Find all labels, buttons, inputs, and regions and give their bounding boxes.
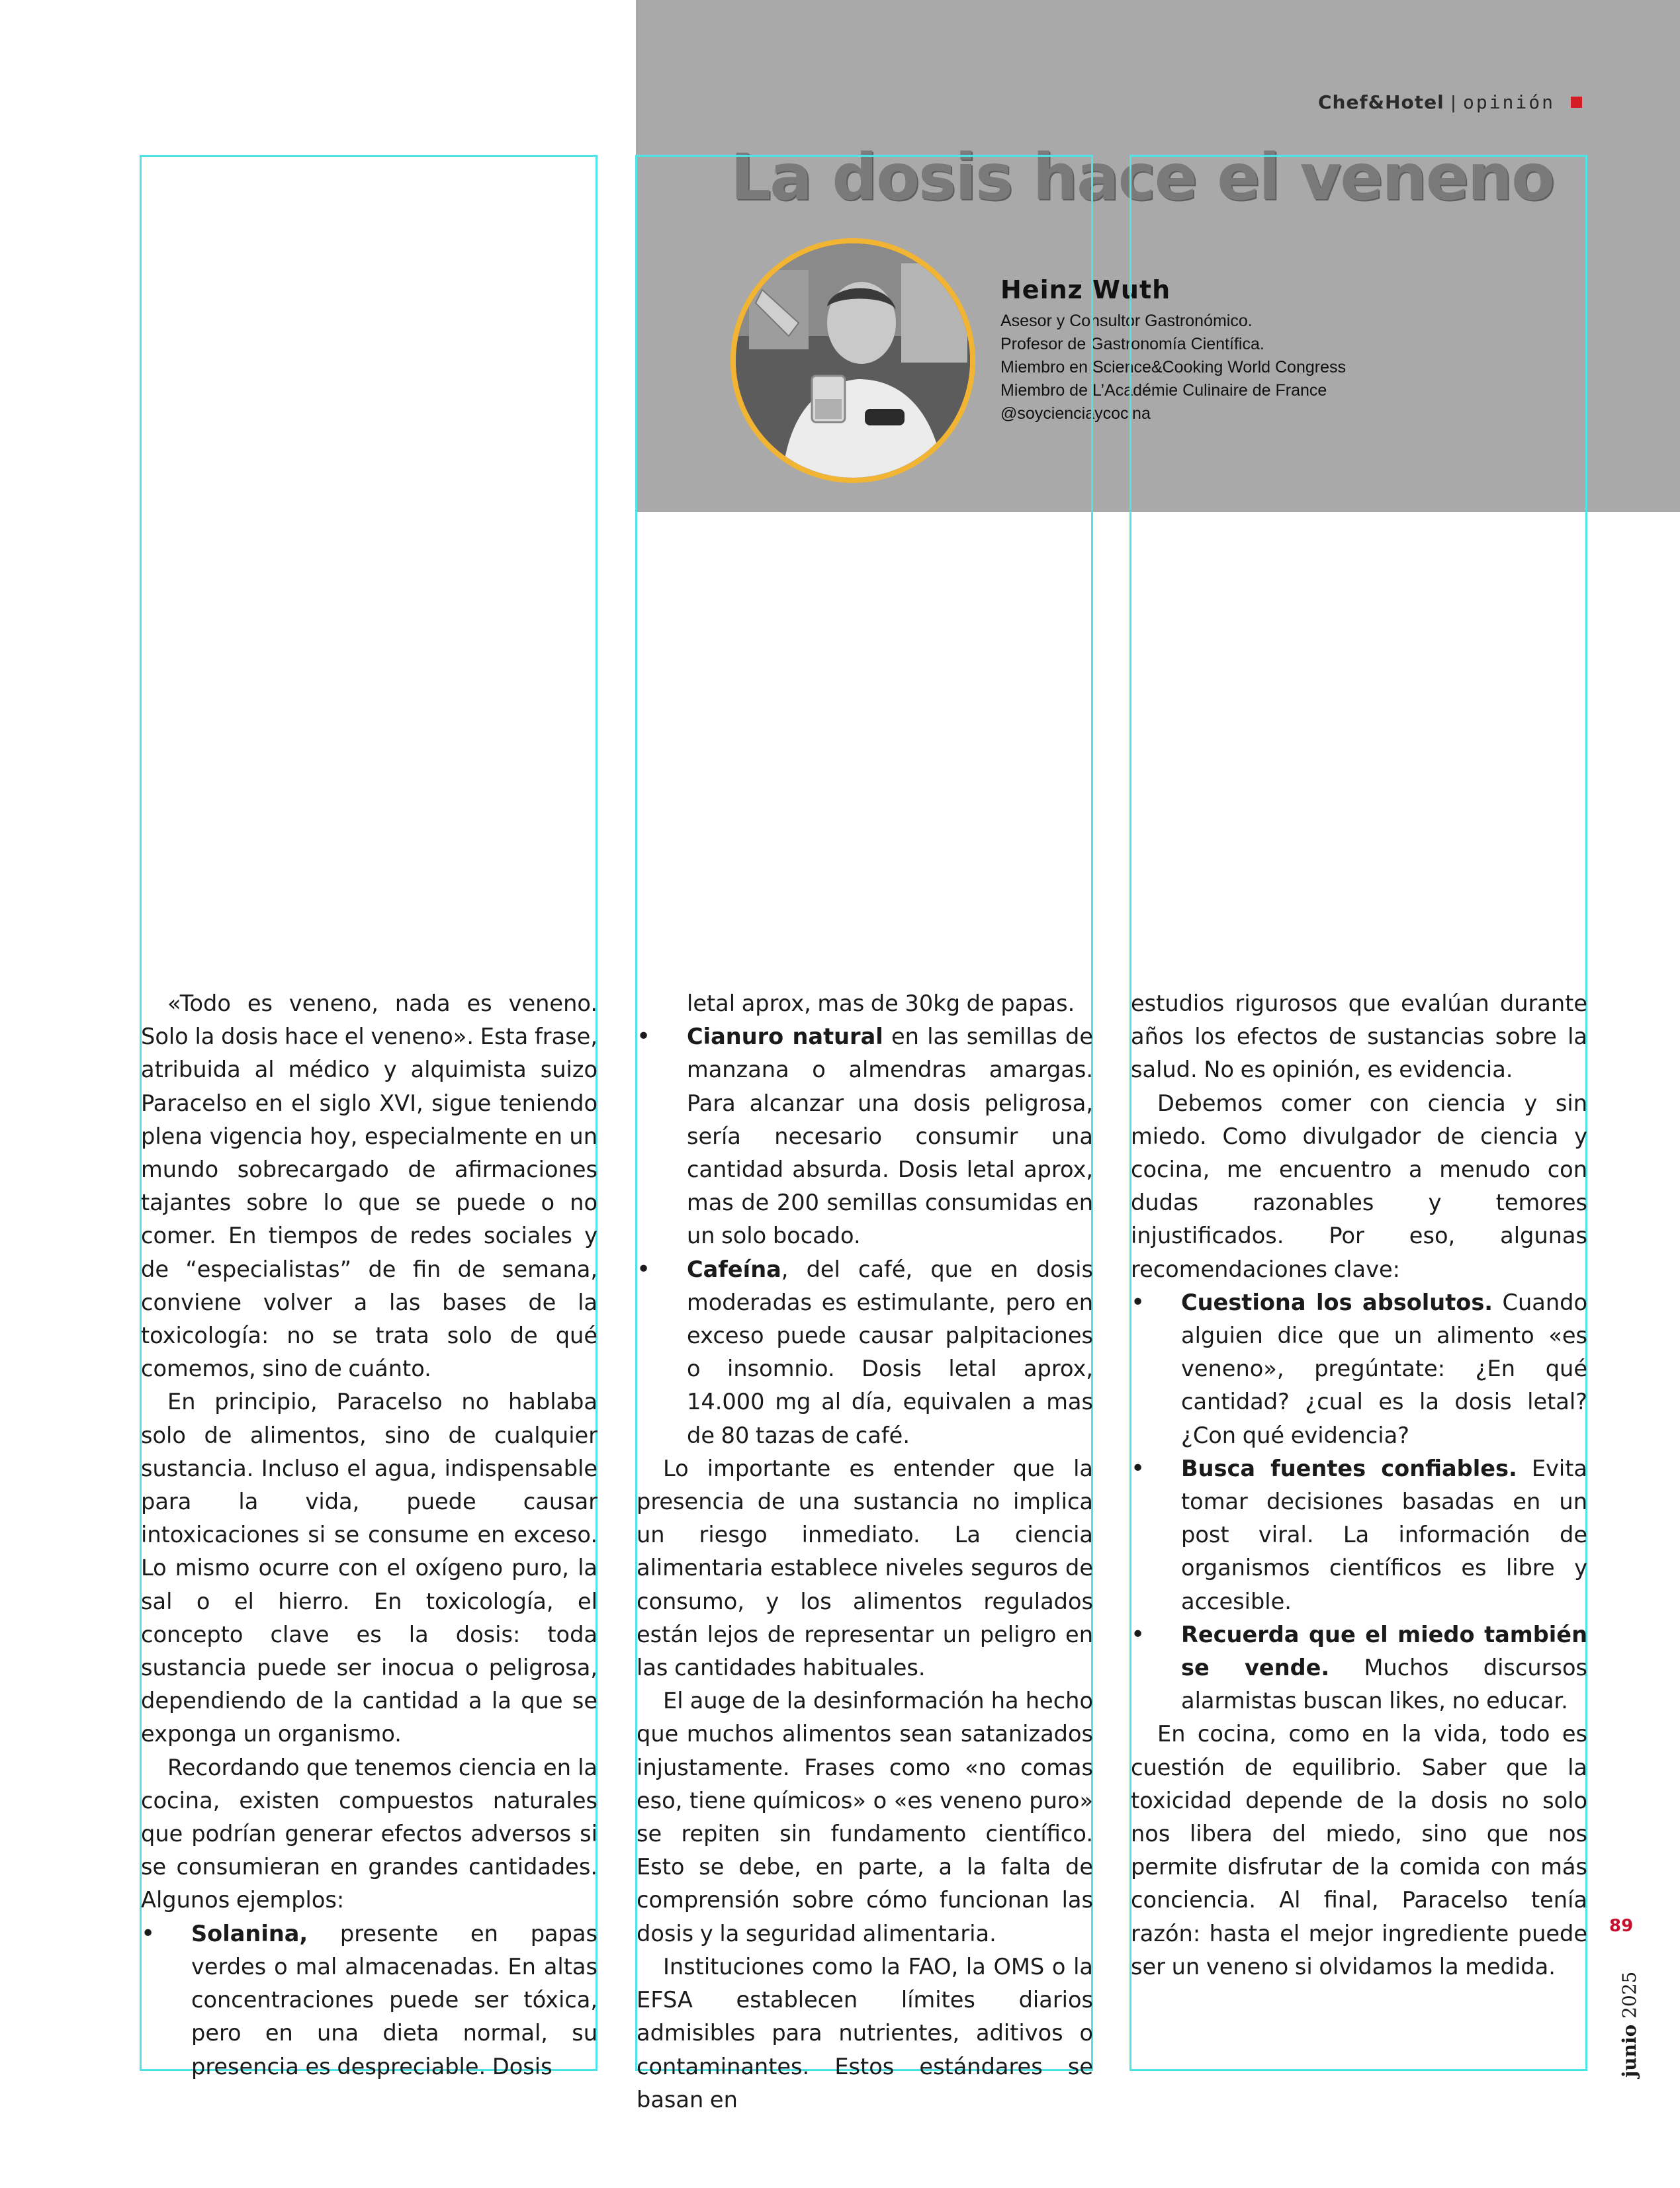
list-item xyxy=(1131,1452,1587,1618)
section-separator: | xyxy=(1450,91,1456,112)
section-tag xyxy=(1318,91,1582,113)
article-column-2 xyxy=(637,987,1093,2117)
bullet-text: en las semillas de manzana o almendras amargas. Para alcanzar una dosis peligrosa, sería necesario consumir una cantidad absurda. Dosis letal aprox, mas de 200 semillas consumidas en un solo bocado. xyxy=(687,1024,1093,1249)
author-photo-illustration xyxy=(736,243,970,478)
bullet-text: Cuando alguien dice que un alimento «es veneno», pregúntate: ¿En qué cantidad? ¿cual es la dosis letal? ¿Con qué evidencia? xyxy=(1181,1289,1587,1448)
list-item xyxy=(1131,1618,1587,1718)
bullet-list xyxy=(141,1917,597,2083)
bullet-text: letal aprox, mas de 30kg de papas. xyxy=(687,990,1075,1016)
list-item xyxy=(1131,1286,1587,1452)
paragraph: Debemos comer con ciencia y sin miedo. Como divulgador de ciencia y cocina, me encuentro a menudo con dudas razonables y temores injustificados. Por eso, algunas recomendaciones clave: xyxy=(1131,1090,1587,1282)
issue-year: 2025 xyxy=(1618,1971,1640,2019)
author-bio-line: Profesor de Gastronomía Científica. xyxy=(1000,335,1264,353)
paragraph: Lo importante es entender que la presencia de una sustancia no implica un riesgo inmediato. La ciencia alimentaria establece niveles seguros de consumo, y los alimentos regulados están lejos de representar un peligro en las cantidades habituales. xyxy=(637,1455,1093,1681)
magazine-name: Chef&Hotel xyxy=(1317,91,1444,113)
bullet-list xyxy=(1131,1286,1587,1718)
paragraph: Recordando que tenemos ciencia en la cocina, existen compuestos naturales que podrían generar efectos adversos si se consumieran en grandes cantidades. Algunos ejemplos: xyxy=(141,1754,597,1913)
bullet-list xyxy=(637,987,1093,1452)
list-item xyxy=(141,1917,597,2083)
paragraph: En cocina, como en la vida, todo es cuestión de equilibrio. Saber que la toxicidad depende de la dosis no solo nos libera del miedo, sino que nos permite disfrutar de la comida con más conciencia. Al final, Paracelso tenía razón: hasta el mejor ingrediente puede ser un veneno si olvidamos la medida. xyxy=(1131,1721,1587,1980)
bullet-heading: Cafeína xyxy=(687,1256,781,1282)
paragraph: Instituciones como la FAO, la OMS o la EFSA establecen límites diarios admisibles para nutrientes, aditivos o contaminantes. Estos estándares se basan en xyxy=(637,1953,1093,2113)
bullet-heading: Recuerda que el miedo también se vende. xyxy=(1181,1621,1587,1681)
bullet-text: Evita tomar decisiones basadas en un post viral. La información de organismos científicos es libre y accesible. xyxy=(1181,1455,1587,1614)
list-item xyxy=(637,1020,1093,1252)
paragraph: El auge de la desinformación ha hecho que muchos alimentos sean satanizados injustamente. Frases como «no comas eso, tiene químicos» o «es veneno puro» se repiten sin fundamento científico. Esto se debe, en parte, a la falta de comprensión sobre cómo funcionan las dosis y la seguridad alimentaria. xyxy=(637,1688,1093,1947)
bullet-heading: Cuestiona los absolutos. xyxy=(1181,1289,1493,1315)
author-bio-line: Asesor y Consultor Gastronómico. xyxy=(1000,312,1253,330)
article-column-3 xyxy=(1131,987,1587,1984)
author-info xyxy=(1000,275,1346,425)
bullet-text: presente en papas verdes o mal almacenadas. En altas concentraciones puede ser tóxica, pero en una dieta normal, su presencia es despreciable. Dosis xyxy=(191,1920,597,2079)
red-square-icon xyxy=(1571,97,1582,108)
bullet-heading: Busca fuentes confiables. xyxy=(1181,1455,1517,1481)
paragraph: «Todo es veneno, nada es veneno. Solo la dosis hace el veneno». Esta frase, atribuida al médico y alquimista suizo Paracelso en el siglo XVI, sigue teniendo plena vigencia hoy, especialmente en un mundo sobrecargado de afirmaciones tajantes sobre lo que se puede o no comer. En tiempos de redes sociales y de “especialistas” de fin de semana, conviene volver a las bases de la toxicología: no se trata solo de qué comemos, sino de cuánto. xyxy=(141,990,597,1382)
issue-date xyxy=(1618,1972,1640,2078)
bullet-heading: Cianuro natural xyxy=(687,1024,883,1050)
article-title: La dosis hace el veneno xyxy=(730,140,1554,214)
list-item-continued xyxy=(637,987,1093,1020)
bullet-text: , del café, que en dosis moderadas es estimulante, pero en exceso puede causar palpitaciones o insomnio. Dosis letal aprox, 14.000 mg al día, equivalen a mas de 80 tazas de café. xyxy=(687,1256,1093,1448)
bullet-text: Muchos discursos alarmistas buscan likes, no educar. xyxy=(1181,1655,1587,1714)
paragraph: estudios rigurosos que evalúan durante años los efectos de sustancias sobre la salud. No es opinión, es evidencia. xyxy=(1131,990,1587,1083)
article-column-1 xyxy=(141,987,597,2083)
bullet-heading: Solanina, xyxy=(191,1920,308,1947)
paragraph: En principio, Paracelso no hablaba solo de alimentos, sino de cualquier sustancia. Incluso el agua, indispensable para la vida, puede causar intoxicaciones si se consume en exceso. Lo mismo ocurre con el oxígeno puro, la sal o el hierro. En toxicología, el concepto clave es la dosis: toda sustancia puede ser inocua o peligrosa, dependiendo de la cantidad a la que se exponga un organismo. xyxy=(141,1389,597,1747)
author-social-handle: @soycienciaycocina xyxy=(1000,404,1151,423)
page-number: 89 xyxy=(1609,1916,1634,1936)
author-name: Heinz Wuth xyxy=(1000,275,1171,304)
issue-month: junio xyxy=(1618,2024,1640,2078)
author-portrait xyxy=(730,238,975,483)
section-name: opinión xyxy=(1462,91,1555,113)
list-item xyxy=(637,1253,1093,1452)
author-bio-line: Miembro de L’Académie Culinaire de France xyxy=(1000,381,1327,400)
author-bio-line: Miembro en Science&Cooking World Congress xyxy=(1000,358,1346,376)
